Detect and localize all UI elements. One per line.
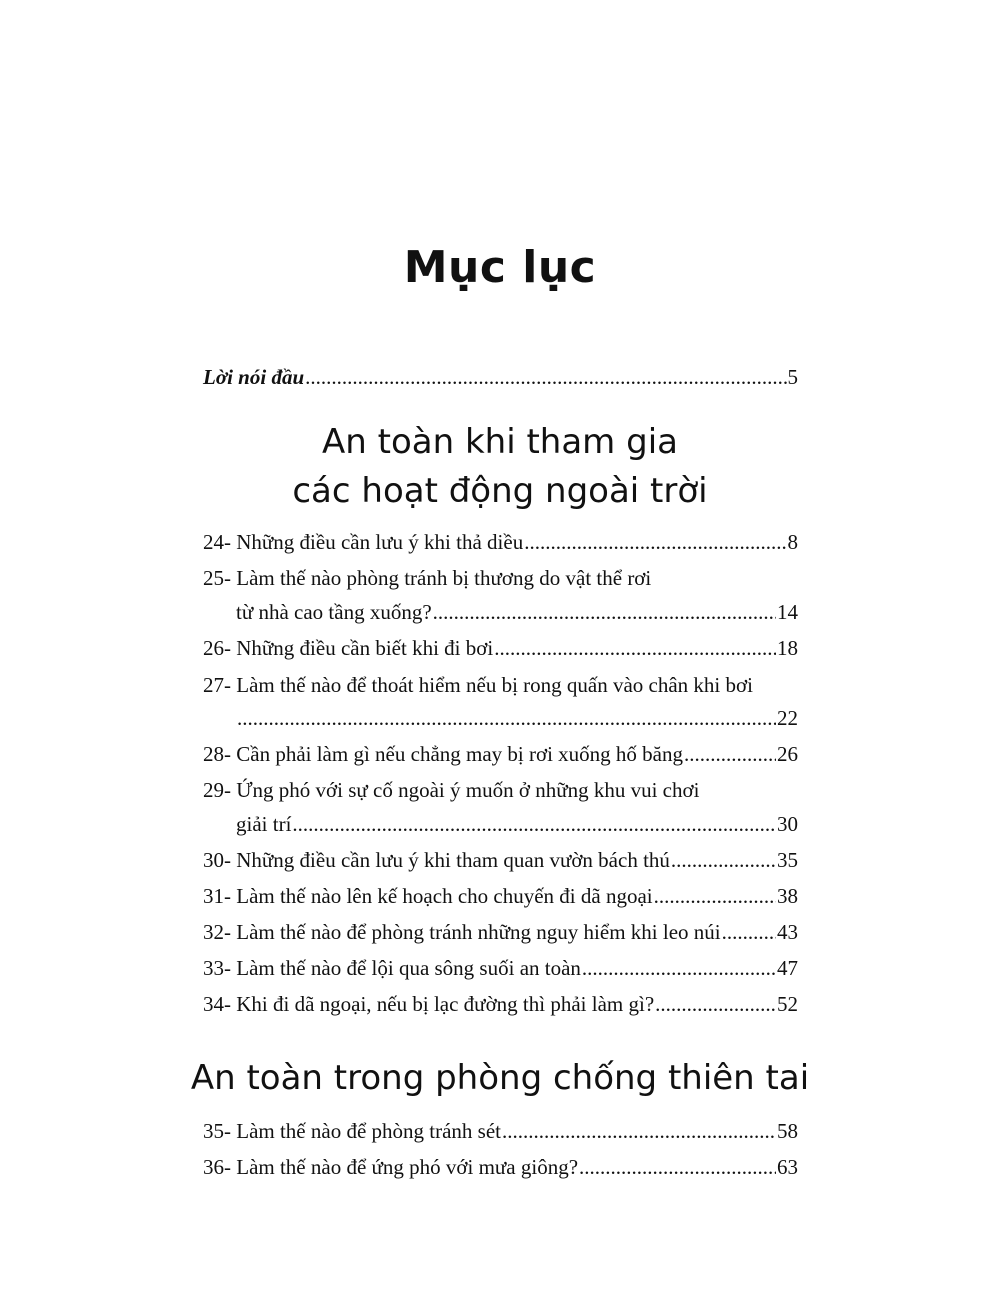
toc-entry-text: 33- Làm thế nào để lội qua sông suối an toàn [203,956,581,980]
toc-entry-33[interactable] [203,953,798,983]
toc-entry-text: 30- Những điều cần lưu ý khi tham quan vườn bách thú [203,848,670,872]
toc-entry-36[interactable] [203,1152,798,1182]
toc-entry-text: 35- Làm thế nào để phòng tránh sét [203,1119,501,1143]
dot-leader [684,739,776,769]
dot-leader [524,527,786,557]
dot-leader [292,809,776,839]
toc-entry-29-line1[interactable]: 29- Ứng phó với sự cố ngoài ý muốn ở những khu vui chơi [203,778,700,802]
section-heading-outdoor-line1: An toàn khi tham gia [322,422,678,462]
toc-page-number: 14 [777,600,798,624]
dot-leader [494,633,776,663]
toc-page-number: 43 [777,920,798,944]
toc-page-number: 5 [787,365,798,389]
toc-entry-text: Lời nói đầu [203,365,305,389]
dot-leader [671,845,776,875]
toc-entry-text: từ nhà cao tầng xuống? [236,600,432,624]
toc-entry-text: giải trí [236,812,292,836]
toc-page-number: 22 [777,706,798,730]
toc-entry-text: 34- Khi đi dã ngoại, nếu bị lạc đường thì phải làm gì? [203,992,655,1016]
toc-entry-27-line2[interactable] [236,703,798,733]
dot-leader [654,881,776,911]
toc-page-number: 30 [777,812,798,836]
toc-entry-35[interactable] [203,1116,798,1146]
toc-entry-34[interactable] [203,989,798,1019]
dot-leader [502,1116,776,1146]
toc-entry-text: 36- Làm thế nào để ứng phó với mưa giông? [203,1155,579,1179]
toc-entry-text: 24- Những điều cần lưu ý khi thả diều [203,530,524,554]
dot-leader [722,917,776,947]
toc-entry-text: 26- Những điều cần biết khi đi bơi [203,636,494,660]
page-title: Mục lục [403,242,597,293]
dot-leader [579,1152,776,1182]
toc-page-number: 63 [777,1155,798,1179]
toc-entry-30[interactable] [203,845,798,875]
toc-entry-25-line2[interactable] [236,597,798,627]
toc-page-number: 52 [777,992,798,1016]
toc-entry-25-line1[interactable]: 25- Làm thế nào phòng tránh bị thương do vật thể rơi [203,566,652,590]
toc-entry-preface[interactable] [203,362,798,392]
toc-page-number: 58 [777,1119,798,1143]
toc-page-number: 18 [777,636,798,660]
dot-leader [582,953,776,983]
toc-entry-text: 32- Làm thế nào để phòng tránh những nguy hiểm khi leo núi [203,920,721,944]
toc-page-number: 38 [777,884,798,908]
toc-entry-31[interactable] [203,881,798,911]
toc-entry-text: 31- Làm thế nào lên kế hoạch cho chuyến đi dã ngoại [203,884,653,908]
dot-leader [655,989,776,1019]
toc-page-number: 47 [777,956,798,980]
dot-leader [237,703,776,733]
toc-entry-24[interactable] [203,527,798,557]
toc-entry-32[interactable] [203,917,798,947]
toc-entry-27-line1[interactable]: 27- Làm thế nào để thoát hiểm nếu bị rong quấn vào chân khi bơi [203,673,753,697]
toc-page-number: 35 [777,848,798,872]
dot-leader [433,597,776,627]
section-heading-outdoor-line2: các hoạt động ngoài trời [292,471,708,511]
dot-leader [305,362,786,392]
toc-page-number: 26 [777,742,798,766]
toc-entry-28[interactable] [203,739,798,769]
toc-entry-26[interactable] [203,633,798,663]
toc-entry-29-line2[interactable] [236,809,798,839]
toc-entry-text: 28- Cần phải làm gì nếu chẳng may bị rơi xuống hố băng [203,742,684,766]
toc-page-number: 8 [787,530,798,554]
section-heading-disaster: An toàn trong phòng chống thiên tai [190,1058,810,1098]
